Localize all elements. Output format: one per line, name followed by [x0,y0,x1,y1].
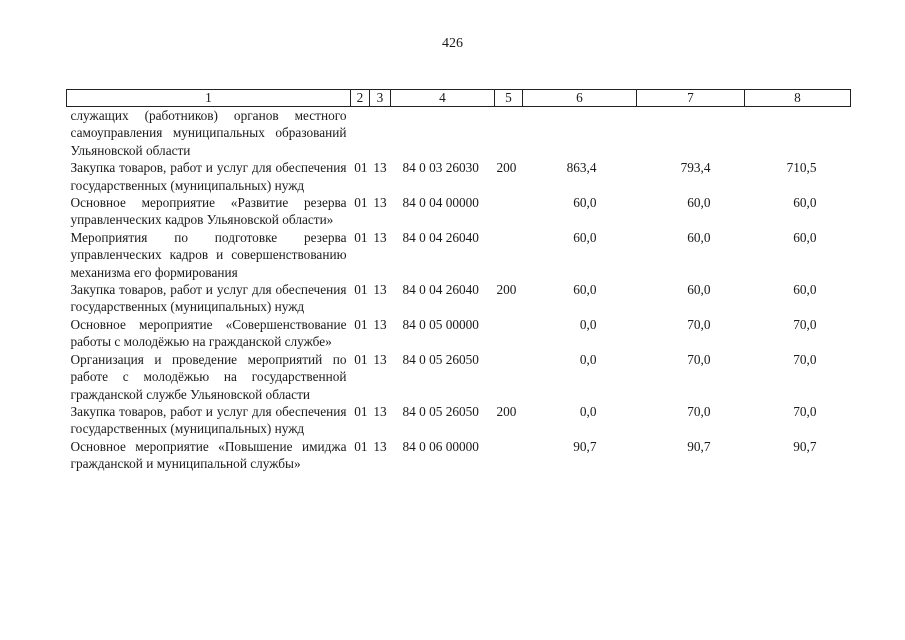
row-target-article: 84 0 05 26050 [402,351,479,367]
row-amount-col6: 60,0 [573,229,597,245]
row-amount-col7: 70,0 [687,403,711,419]
row-name: Закупка товаров, работ и услуг для обеспечения государственных (муниципальных) нужд [70,160,347,193]
row-target-article: 84 0 03 26030 [402,160,479,176]
column-number-header-row [67,90,851,107]
row-chapter: 01 [354,282,368,298]
row-target-article: 84 0 05 26050 [402,403,479,419]
row-subchapter: 13 [373,282,387,298]
row-expense-type [495,107,523,160]
row-amount-col8: 710,5 [786,160,817,176]
column-header-2: 2 [351,90,370,107]
page-number: 426 [442,36,463,51]
row-subchapter: 13 [373,160,387,176]
table-row [67,229,851,281]
row-expense-type: 200 [496,282,517,298]
row-subchapter [370,107,391,160]
column-header-6: 6 [523,90,637,107]
row-amount-col7: 60,0 [687,229,711,245]
row-chapter: 01 [354,229,368,245]
row-target-article: 84 0 04 26040 [402,282,479,298]
row-amount-col6: 60,0 [573,195,597,211]
row-name: Основное мероприятие «Повышение имиджа гражданской и муниципальной службы» [70,438,347,472]
row-name: служащих (работников) органов местного самоуправления муниципальных образований Ульяновской области [70,108,347,158]
row-expense-type [495,194,523,229]
column-header-7: 7 [637,90,745,107]
row-amount-col8: 60,0 [793,229,817,245]
table-row [67,159,851,194]
row-subchapter: 13 [373,195,387,211]
column-header-3: 3 [370,90,391,107]
table-body [67,107,851,473]
row-name: Мероприятия по подготовке резерва управленческих кадров и совершенствованию механизма его формирования [70,229,347,280]
table-row [67,107,851,160]
row-amount-col7: 70,0 [687,351,711,367]
row-amount-col8: 90,7 [793,438,817,454]
column-header-4: 4 [391,90,495,107]
row-subchapter: 13 [373,316,387,332]
row-chapter: 01 [354,316,368,332]
row-chapter [351,107,370,160]
row-amount-col8: 60,0 [793,195,817,211]
row-chapter: 01 [354,351,368,367]
row-expense-type: 200 [496,403,517,419]
table-row [67,438,851,473]
row-amount-col7 [637,107,745,160]
row-expense-type [495,316,523,351]
row-name: Закупка товаров, работ и услуг для обеспечения государственных (муниципальных) нужд [70,282,347,315]
column-header-1: 1 [67,90,351,107]
row-chapter: 01 [354,160,368,176]
row-amount-col8: 70,0 [793,351,817,367]
budget-table [66,89,851,473]
row-amount-col6: 60,0 [573,282,597,298]
row-amount-col8: 60,0 [793,282,817,298]
row-amount-col7: 70,0 [687,316,711,332]
row-expense-type: 200 [496,160,517,176]
row-target-article [391,107,495,160]
row-name: Закупка товаров, работ и услуг для обеспечения государственных (муниципальных) нужд [70,403,347,437]
table-row [67,316,851,351]
row-amount-col7: 60,0 [687,195,711,211]
row-amount-col8 [745,107,851,160]
row-subchapter: 13 [373,438,387,454]
table-row [67,194,851,229]
table-row [67,281,851,316]
row-amount-col8: 70,0 [793,316,817,332]
row-chapter: 01 [354,403,368,419]
row-target-article: 84 0 06 00000 [402,438,479,454]
row-amount-col6: 0,0 [579,316,597,332]
row-chapter: 01 [354,438,368,454]
row-name: Основное мероприятие «Развитие резерва управленческих кадров Ульяновской области» [70,195,347,228]
row-amount-col7: 793,4 [680,160,711,176]
row-subchapter: 13 [373,403,387,419]
row-target-article: 84 0 05 00000 [402,316,479,332]
row-amount-col6 [523,107,637,160]
row-expense-type [495,438,523,473]
row-expense-type [495,229,523,281]
row-amount-col6: 0,0 [579,403,597,419]
column-header-5: 5 [495,90,523,107]
row-expense-type [495,351,523,403]
table-row [67,351,851,403]
row-name: Организация и проведение мероприятий по работе с молодёжью на государственной гражданской службе Ульяновской области [70,351,347,402]
row-amount-col6: 863,4 [566,160,597,176]
row-target-article: 84 0 04 26040 [402,229,479,245]
row-amount-col7: 60,0 [687,282,711,298]
column-header-8: 8 [745,90,851,107]
row-subchapter: 13 [373,229,387,245]
row-chapter: 01 [354,195,368,211]
row-amount-col8: 70,0 [793,403,817,419]
table-row [67,403,851,438]
row-amount-col6: 0,0 [579,351,597,367]
row-amount-col7: 90,7 [687,438,711,454]
row-target-article: 84 0 04 00000 [402,195,479,211]
row-name: Основное мероприятие «Совершенствование работы с молодёжью на гражданской службе» [70,316,347,350]
row-amount-col6: 90,7 [573,438,597,454]
row-subchapter: 13 [373,351,387,367]
